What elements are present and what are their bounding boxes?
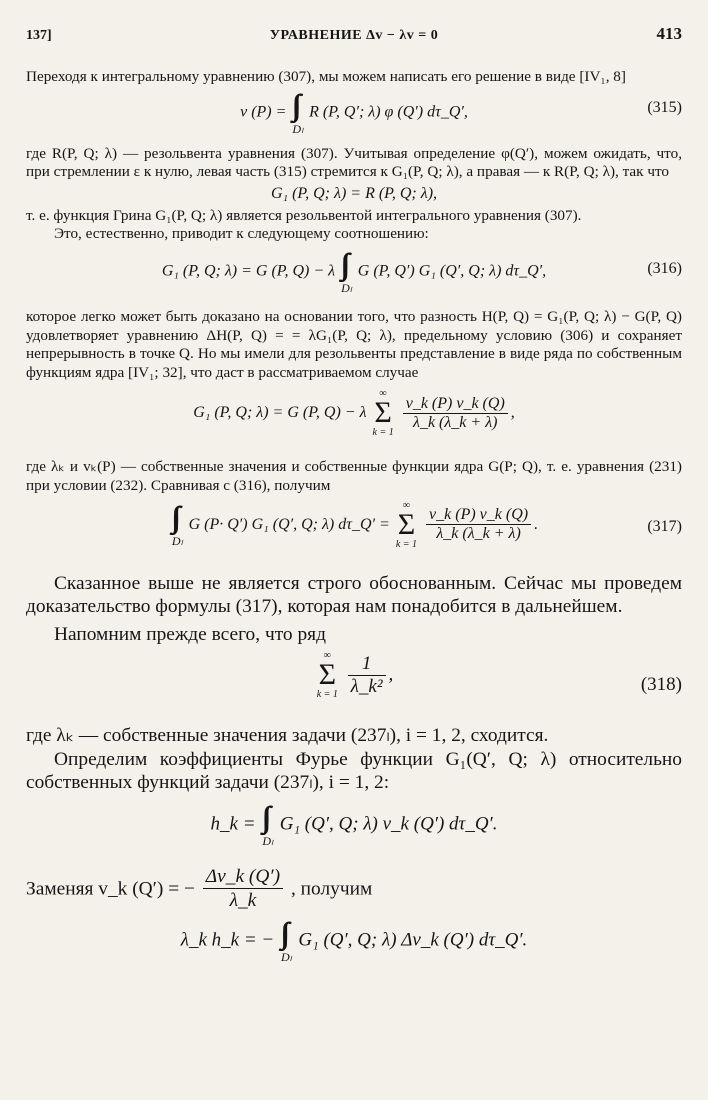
equation-number-315: (315) bbox=[647, 98, 682, 116]
paragraph-10: Определим коэффициенты Фурье функции G₁(Q′, Q; λ) относительно собственных функций задачи (237ₗ), i = 1, 2: bbox=[26, 748, 682, 794]
paragraph-2: где R(P, Q; λ) — резольвента уравнения (307). Учитывая определение φ(Q′), можем ожидать, что, при стремлении ε к нулю, левая часть (315) стремится к G₁(P, Q; λ), а правая — к R(P, Q; λ), так что bbox=[26, 144, 682, 181]
paragraph-4: Это, естественно, приводит к следующему соотношению: bbox=[54, 225, 429, 243]
equation-green-resolvent bbox=[26, 185, 682, 207]
triple-integral bbox=[281, 917, 292, 964]
series-fraction: $\frac{v\_k (P) v\_k (Q)}{\lambda\_k (\lambda\_k + \lambda)}$ bbox=[403, 395, 508, 432]
equation-317: Dₗ G (P· Q′) G₁ (Q′, Q; λ) dτ_Q′ = ∞ Σ k = 1 $\frac{v\_k (P) v\_k (Q)}{\lambda\_k (\lambda\_k + \lambda)}$ . (317) bbox=[171, 499, 682, 550]
eq-315-lhs: v (P) = bbox=[240, 103, 287, 121]
equation-number-317: (317) bbox=[647, 517, 682, 535]
integral-domain: Dₗ bbox=[171, 534, 183, 549]
paragraph-1: Переходя к интегральному уравнению (307), мы можем написать его решение в виде [IV₁, 8] bbox=[26, 68, 626, 85]
eq-315-rhs: R (P, Q′; λ) φ (Q′) dτ_Q′, bbox=[309, 103, 468, 121]
equation-318: ∞ Σ k = 1 $\frac{1}{\text{λ\_k²}}$ , (318) bbox=[316, 650, 682, 701]
eq-g1-r: G₁ (P, Q; λ) = R (P, Q; λ), bbox=[270, 184, 438, 202]
page bbox=[26, 22, 682, 973]
triple-integral bbox=[172, 501, 183, 548]
integral-domain: Dₗ bbox=[262, 833, 273, 848]
eq-series-lhs: G₁ (P, Q; λ) = G (P, Q) − λ bbox=[193, 404, 367, 422]
integral-domain: Dₗ bbox=[292, 121, 304, 136]
equation-number-316: (316) bbox=[647, 259, 682, 277]
eq-317-lhs: G (P· Q′) G₁ (Q′, Q; λ) dτ_Q′ = bbox=[188, 515, 390, 533]
triple-integral bbox=[262, 801, 273, 848]
laplacian-fraction: $\frac{\Delta v\_k (Q')}{\lambda\_k}$ bbox=[203, 865, 283, 913]
equation-number-318: (318) bbox=[640, 674, 682, 696]
summation: ∞ Σ k = 1 bbox=[395, 499, 418, 550]
integral-domain: Dₗ bbox=[280, 949, 292, 964]
equation-series: G₁ (P, Q; λ) = G (P, Q) − λ ∞ Σ k = 1 $\frac{v\_k (P) v\_k (Q)}{\lambda\_k (\lambda\_k + \lambda)}$ , bbox=[193, 388, 515, 439]
running-header bbox=[26, 22, 682, 48]
paragraph-11 bbox=[26, 865, 682, 913]
eq-last-rhs: G₁ (Q′, Q; λ) Δv_k (Q′) dτ_Q′. bbox=[298, 929, 528, 951]
paragraph-3: т. е. функция Грина G₁(P, Q; λ) является резольвентой интегрального уравнения (307). bbox=[26, 206, 582, 224]
equation-315 bbox=[26, 89, 682, 139]
paragraph-5: которое легко может быть доказано на основании того, что разность H(P, Q) = G₁(P, Q; λ) − G(P, Q) удовлетворяет уравнению ΔH(P, Q) = = λG₁(P, Q; λ), предельному условию (306) и сохраняет непрерывность в точке Q. Но мы имели для резольвенты представление в виде ряда по собственным функциям ядра [IV₁; 32], что даст в рассматриваемом случае bbox=[26, 307, 682, 381]
eq-316-rhs: G (P, Q′) G₁ (Q′, Q; λ) dτ_Q′, bbox=[357, 262, 547, 280]
paragraph-7: Сказанное выше не является строго обоснованным. Сейчас мы проведем доказательство формулы (317), которая нам понадобится в дальнейшем. bbox=[26, 572, 682, 618]
series-fraction: $\frac{1}{\text{λ\_k²}}$ bbox=[348, 653, 386, 698]
summation: ∞ Σ k = 1 bbox=[316, 650, 338, 701]
paragraph-6: где λₖ и vₖ(P) — собственные значения и собственные функции ядра G(P; Q), т. е. уравнения (231) при условии (232). Сравнивая с (316), получим bbox=[26, 458, 682, 494]
p11-lead: Заменяя v_k (Q′) = − bbox=[26, 877, 195, 899]
equation-last bbox=[26, 917, 682, 973]
triple-integral bbox=[292, 89, 303, 136]
page-number: 413 bbox=[656, 24, 682, 43]
equation-316 bbox=[26, 248, 682, 302]
running-title: УРАВНЕНИЕ Δv − λv = 0 bbox=[269, 28, 439, 43]
eq-316-lhs: G₁ (P, Q; λ) = G (P, Q) − λ bbox=[161, 262, 336, 280]
equation-hk bbox=[26, 801, 682, 857]
eq-hk-rhs: G₁ (Q′, Q; λ) v_k (Q′) dτ_Q′. bbox=[279, 813, 498, 835]
summation: ∞ Σ k = 1 bbox=[372, 388, 394, 439]
eq-hk-lhs: h_k = bbox=[210, 813, 256, 835]
eq-last-lhs: λ_k h_k = − bbox=[180, 929, 275, 951]
triple-integral bbox=[341, 248, 352, 295]
p11-trail: , получим bbox=[290, 877, 373, 899]
series-fraction: $\frac{v\_k (P) v\_k (Q)}{\lambda\_k (\lambda\_k + \lambda)}$ bbox=[426, 506, 531, 543]
paragraph-9: где λₖ — собственные значения задачи (237ₗ), i = 1, 2, сходится. bbox=[26, 725, 549, 747]
section-marker: 137] bbox=[26, 28, 52, 43]
integral-domain: Dₗ bbox=[341, 280, 352, 295]
paragraph-8: Напомним прежде всего, что ряд bbox=[54, 623, 326, 645]
